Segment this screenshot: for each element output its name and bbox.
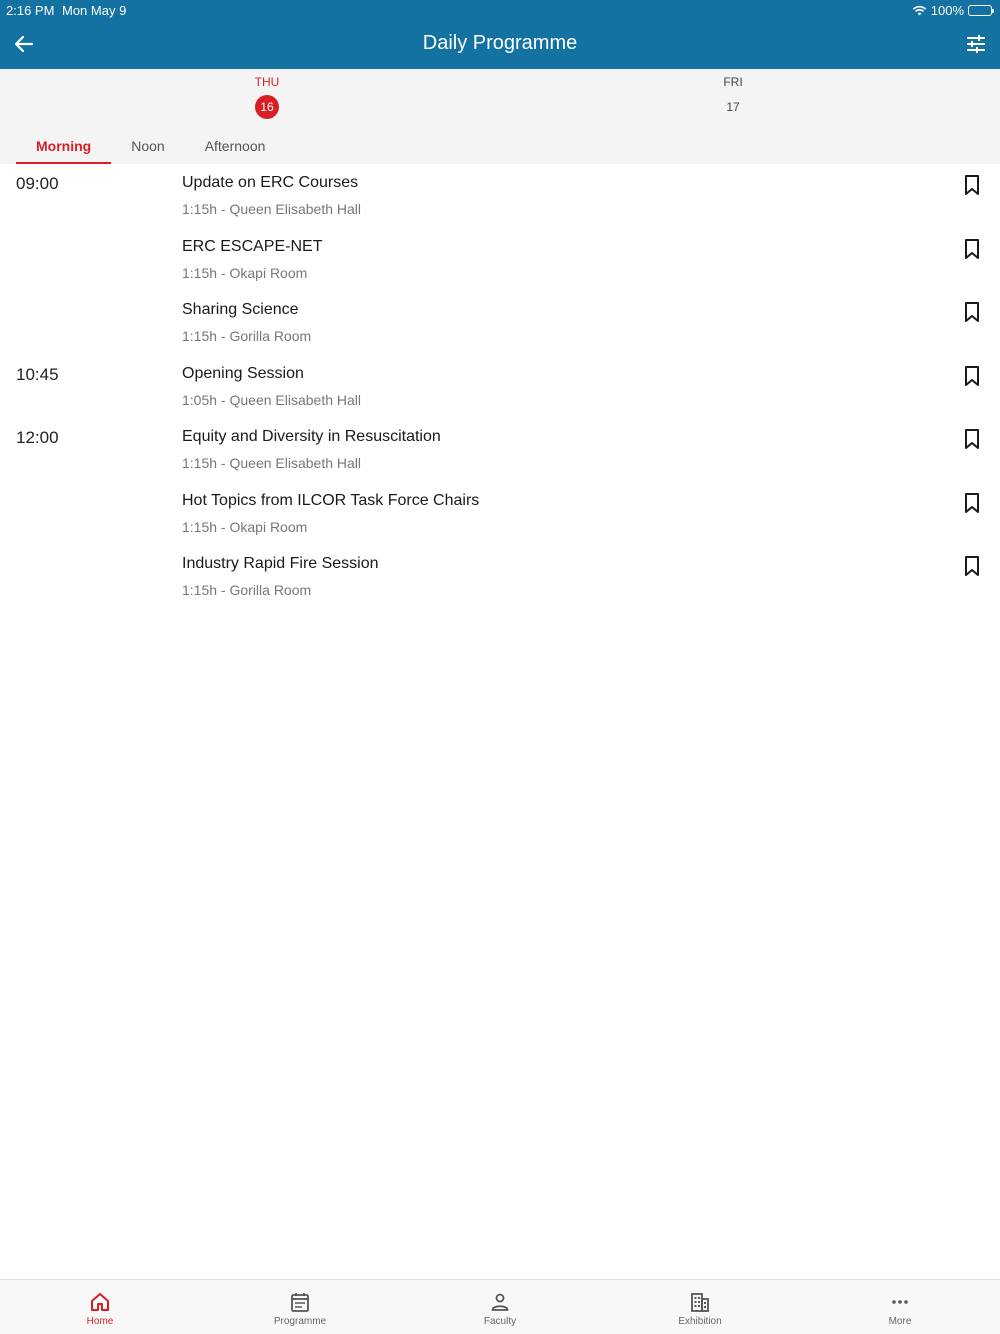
session-title: Sharing Science: [182, 301, 299, 318]
app-header: [0, 0, 1000, 69]
sliders-icon: [964, 32, 988, 56]
nav-bar: [0, 20, 1000, 69]
bookmark-icon[interactable]: [962, 492, 982, 514]
bookmark-icon[interactable]: [962, 365, 982, 387]
session-duration-location: 1:05h - Queen Elisabeth Hall: [182, 391, 361, 408]
day-number: 16: [255, 95, 279, 119]
session-duration-location: 1:15h - Okapi Room: [182, 518, 308, 535]
session-title: Update on ERC Courses: [182, 174, 359, 191]
wifi-icon: [912, 5, 927, 16]
session-duration-location: 1:15h - Gorilla Room: [182, 328, 312, 344]
session-title: ERC ESCAPE-NET: [182, 237, 323, 255]
day-name: FRI: [723, 75, 743, 89]
bookmark-icon[interactable]: [962, 428, 982, 450]
day-fri[interactable]: [703, 75, 763, 119]
session-time: 09:00: [16, 174, 59, 193]
tabbar-label: Exhibition: [678, 1316, 722, 1327]
tabbar-faculty[interactable]: [400, 1280, 600, 1334]
day-thu[interactable]: [237, 75, 297, 119]
session-title: Equity and Diversity in Resuscitation: [182, 428, 441, 445]
session-title: Industry Rapid Fire Session: [182, 555, 379, 572]
page-title: Daily Programme: [422, 32, 578, 54]
tabbar-programme[interactable]: [200, 1280, 400, 1334]
person-icon: [489, 1291, 511, 1313]
session-duration-location: 1:15h - Okapi Room: [182, 264, 308, 281]
session-row[interactable]: [0, 545, 1000, 609]
session-row[interactable]: [0, 291, 1000, 355]
session-row[interactable]: [0, 418, 1000, 482]
filter-button[interactable]: [964, 32, 988, 56]
session-row[interactable]: [0, 355, 1000, 419]
tabbar-label: More: [888, 1316, 912, 1327]
status-time: 2:16 PM: [6, 3, 55, 18]
battery-icon: [968, 5, 992, 16]
session-duration-location: 1:15h - Queen Elisabeth Hall: [182, 201, 361, 217]
tabbar-label: Faculty: [483, 1316, 517, 1327]
tab-afternoon[interactable]: Afternoon: [204, 138, 266, 154]
building-icon: [689, 1291, 711, 1313]
time-tabs: [16, 128, 285, 164]
calendar-icon: [289, 1291, 311, 1313]
day-name: THU: [254, 75, 280, 89]
tab-morning[interactable]: Morning: [16, 128, 111, 164]
session-title: Hot Topics from ILCOR Task Force Chairs: [182, 491, 480, 509]
session-duration-location: 1:15h - Queen Elisabeth Hall: [182, 455, 361, 471]
tabbar-label: Programme: [273, 1316, 327, 1327]
session-title: Opening Session: [182, 364, 304, 382]
status-bar: [0, 0, 1000, 20]
day-number: 17: [726, 100, 740, 114]
bookmark-icon[interactable]: [962, 301, 982, 323]
status-date: Mon May 9: [62, 3, 127, 18]
tab-noon[interactable]: Noon: [131, 138, 165, 154]
tabbar-exhibition[interactable]: [600, 1280, 800, 1334]
bookmark-icon[interactable]: [962, 555, 982, 577]
tabbar-label: Home: [86, 1316, 114, 1327]
day-selector: [0, 69, 1000, 164]
session-time: 12:00: [16, 428, 59, 447]
bookmark-icon[interactable]: [962, 174, 982, 196]
tabbar-more[interactable]: [800, 1280, 1000, 1334]
session-row[interactable]: [0, 164, 1000, 228]
session-list: [0, 164, 1000, 609]
bottom-tab-bar: [0, 1279, 1000, 1334]
session-row[interactable]: [0, 228, 1000, 292]
more-icon: [889, 1291, 911, 1313]
session-time: 10:45: [16, 364, 59, 384]
battery-percent: 100%: [930, 3, 964, 18]
status-indicators: [912, 3, 992, 18]
bookmark-icon[interactable]: [962, 238, 982, 260]
home-icon: [89, 1291, 111, 1313]
session-duration-location: 1:15h - Gorilla Room: [182, 582, 312, 598]
tabbar-home[interactable]: [0, 1280, 200, 1334]
session-row[interactable]: [0, 482, 1000, 546]
